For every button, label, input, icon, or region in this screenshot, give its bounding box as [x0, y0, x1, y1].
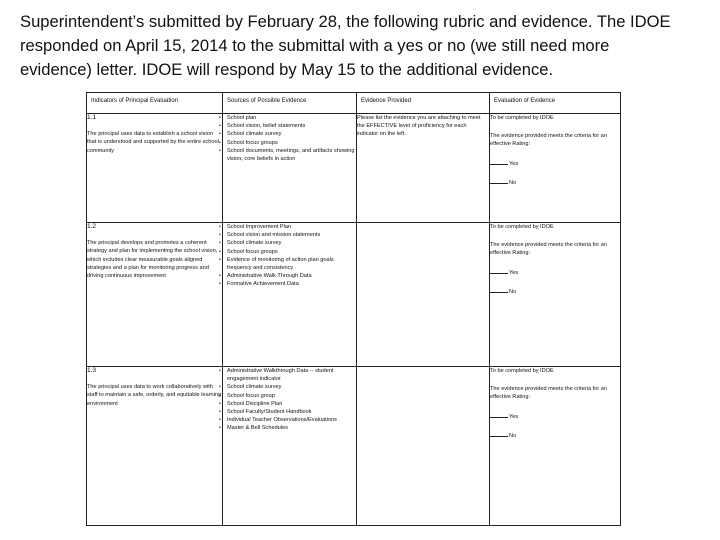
header-evaluation: Evaluation of Evidence [490, 93, 621, 114]
source-item: • School documents, meetings, and artifacts showing vision, core beliefs in action [223, 147, 356, 163]
criteria-text: The evidence provided meets the criteria for an effective Rating: [490, 386, 607, 401]
yes-option[interactable] [490, 268, 620, 277]
evidence-cell[interactable] [357, 114, 490, 223]
source-item: • School Faculty/Student Handbook [223, 408, 356, 416]
indicator-text: The principal uses data to work collaboratively with staff to maintain a safe, orderly, and equitable learning environment [87, 384, 222, 407]
source-item: • School focus groups [223, 139, 356, 147]
sources-cell [223, 367, 357, 526]
completed-by-note: To be completed by IDOE [490, 368, 554, 374]
yes-label: Yes [509, 269, 519, 276]
source-item: frequency and consistency [227, 265, 294, 272]
source-item: • Master & Bell Schedules [223, 424, 356, 432]
intro-line: Superintendent’s submitted by February 28, the following rubric and evidence. The IDOE [20, 12, 671, 31]
header-sources: Sources of Possible Evidence [223, 93, 357, 114]
source-item: • School Improvement Plan [223, 223, 356, 231]
source-item: • Formative Achievement Data [223, 280, 356, 288]
source-item: • School climate survey [223, 239, 356, 247]
source-item: • School focus groups [223, 248, 356, 256]
table-row [87, 114, 621, 223]
no-blank[interactable] [490, 178, 508, 184]
intro-line: evidence) letter. IDOE will respond by May 15 to the additional evidence. [20, 60, 554, 79]
header-evidence: Evidence Provided [357, 93, 490, 114]
table-row [87, 223, 621, 367]
no-blank[interactable] [490, 431, 508, 437]
yes-blank[interactable] [490, 159, 508, 165]
no-option[interactable] [490, 431, 620, 440]
source-item: • Individual Teacher Observations/Evaluations [223, 416, 356, 424]
no-label: No [509, 179, 517, 186]
evaluation-cell [490, 114, 621, 223]
source-item: • School climate survey [223, 130, 356, 138]
yes-label: Yes [509, 160, 519, 167]
indicator-cell [87, 223, 223, 367]
no-blank[interactable] [490, 287, 508, 293]
source-item: • School plan [223, 114, 356, 122]
yes-option[interactable] [490, 412, 620, 421]
source-item: • School climate survey [223, 383, 356, 391]
header-indicators: Indicators of Principal Evaluation [87, 93, 223, 114]
sources-cell [223, 114, 357, 223]
intro-paragraph [20, 10, 710, 82]
no-option[interactable] [490, 287, 620, 296]
indicator-text: The principal develops and promotes a coherent strategy and plan for implementing the school vision, which includes clear measurable goals aligned strategies and a plan for monitoring progress and driving continuous improvement [87, 240, 218, 280]
evidence-cell[interactable] [357, 367, 490, 526]
source-item: • School vision and mission statements [223, 231, 356, 239]
yes-option[interactable] [490, 159, 620, 168]
source-item: • Evidence of monitoring of action plan goals [223, 256, 356, 264]
no-option[interactable] [490, 178, 620, 187]
yes-label: Yes [509, 413, 519, 420]
source-item: • Administrative Walkthrough Data -- student engagement indicator [223, 367, 356, 383]
evidence-instructions: Please list the evidence you are attaching to meet the EFFECTIVE level of proficiency for each indicator on the left. [357, 115, 481, 138]
source-item: • School Discipline Plan [223, 400, 356, 408]
table-row [87, 367, 621, 526]
indicator-text: The principal uses data to establish a school vision that is understood and supported by the entire school community [87, 131, 219, 154]
source-item: • School focus group [223, 392, 356, 400]
yes-blank[interactable] [490, 268, 508, 274]
criteria-text: The evidence provided meets the criteria for an effective Rating: [490, 133, 607, 148]
indicator-number: 1.2 [87, 223, 97, 230]
no-label: No [509, 432, 517, 439]
header-row [87, 93, 621, 114]
rubric-table [86, 92, 621, 526]
intro-line: responded on April 15, 2014 to the submittal with a yes or no (we still need more [20, 36, 610, 55]
evaluation-cell [490, 367, 621, 526]
evidence-cell[interactable] [357, 223, 490, 367]
indicator-cell [87, 114, 223, 223]
no-label: No [509, 288, 517, 295]
indicator-number: 1.3 [87, 367, 97, 374]
completed-by-note: To be completed by IDOE [490, 224, 554, 230]
sources-cell [223, 223, 357, 367]
evaluation-cell [490, 223, 621, 367]
source-item: • Administrative Walk Through Data [223, 272, 356, 280]
completed-by-note: To be completed by IDOE [490, 115, 554, 121]
indicator-number: 1.1 [87, 114, 97, 121]
criteria-text: The evidence provided meets the criteria for an effective Rating: [490, 242, 607, 257]
yes-blank[interactable] [490, 412, 508, 418]
indicator-cell [87, 367, 223, 526]
source-item: • School vision, belief statements [223, 122, 356, 130]
